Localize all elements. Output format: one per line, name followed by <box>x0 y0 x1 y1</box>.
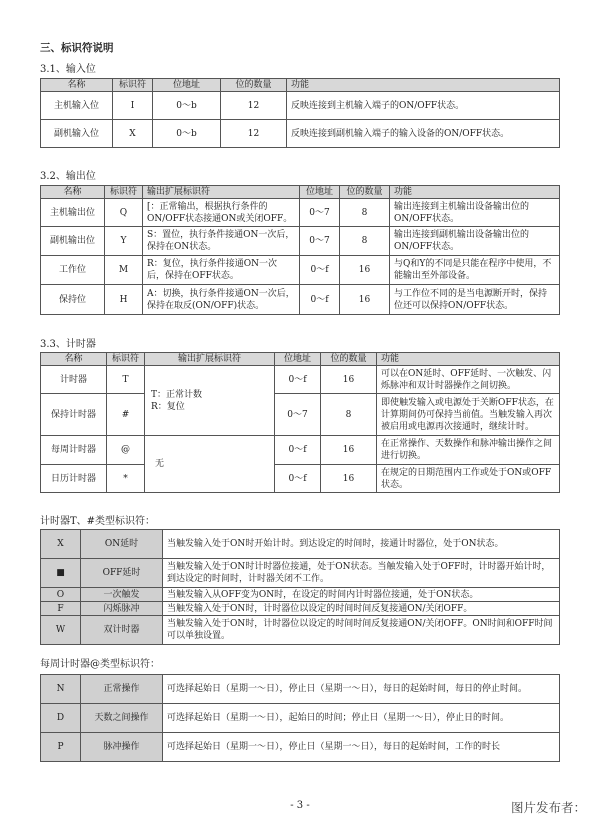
header-cell: 名称 <box>41 186 105 199</box>
table-row <box>41 530 560 559</box>
cell-count: 16 <box>340 285 390 315</box>
table-row <box>41 394 560 436</box>
table-row <box>41 227 560 256</box>
table-row <box>41 602 560 616</box>
cell-count: 8 <box>340 199 390 227</box>
cell-count: 16 <box>340 256 390 285</box>
cell-count: 8 <box>340 227 390 256</box>
cell-func: 与Q和Y的不同是只能在程序中使用，不能输出至外部设备。 <box>390 256 560 285</box>
timer-table <box>40 352 560 493</box>
cell-type-name: 闪烁脉冲 <box>81 602 163 616</box>
cell-name: 日历计时器 <box>41 465 107 493</box>
cell-name: 计时器 <box>41 366 107 394</box>
timer-types-table <box>40 529 560 645</box>
cell-addr: 0～f <box>300 285 340 315</box>
table-row <box>41 465 560 493</box>
cell-id: @ <box>107 436 145 465</box>
cell-count: 12 <box>221 92 287 120</box>
cell-name: 副机输入位 <box>41 120 113 148</box>
cell-type-name: OFF延时 <box>81 559 163 588</box>
cell-ext: R：复位，执行条件接通ON一次后，保持在OFF状态。 <box>143 256 300 285</box>
header-cell: 位的数量 <box>340 186 390 199</box>
cell-func: 在规定的日期范围内工作或处于ON或OFF状态。 <box>377 465 560 493</box>
cell-id: X <box>113 120 153 148</box>
cell-type-name: ON延时 <box>81 530 163 559</box>
ext-line: R：复位 <box>151 401 185 412</box>
output-section-title: 3.2、输出位 <box>40 171 96 182</box>
table-header-row <box>41 353 560 366</box>
cell-ext: 无 <box>145 436 275 493</box>
cell-id: H <box>105 285 143 315</box>
cell-id: I <box>113 92 153 120</box>
cell-name: 工作位 <box>41 256 105 285</box>
table-row <box>41 256 560 285</box>
table-row <box>41 285 560 315</box>
cell-desc: 当触发输入处于ON时，计时器位以设定的时间时间反复接通ON/关闭OFF。ON时间和OFF时间可以单独设置。 <box>163 616 560 645</box>
cell-id: T <box>107 366 145 394</box>
table-row <box>41 588 560 602</box>
cell-func: 与工作位不同的是当电源断开时，保持位还可以保持ON/OFF状态。 <box>390 285 560 315</box>
cell-addr: 0～7 <box>275 394 321 436</box>
cell-addr: 0～f <box>275 436 321 465</box>
cell-key: P <box>41 733 81 762</box>
header-cell: 功能 <box>377 353 560 366</box>
cell-addr: 0～f <box>300 256 340 285</box>
table-header-row <box>41 186 560 199</box>
header-cell: 名称 <box>41 353 107 366</box>
cell-name: 每周计时器 <box>41 436 107 465</box>
cell-addr: 0～b <box>153 92 221 120</box>
header-cell: 功能 <box>390 186 560 199</box>
cell-func: 反映连接到主机输入端子的ON/OFF状态。 <box>287 92 560 120</box>
weekly-types-table <box>40 674 560 762</box>
cell-desc: 可选择起始日（星期一～日），停止日（星期一～日），每日的起始时间，每日的停止时间。 <box>163 675 560 704</box>
table-row <box>41 436 560 465</box>
cell-key: ■ <box>41 559 81 588</box>
cell-name: 主机输出位 <box>41 199 105 227</box>
table-row <box>41 92 560 120</box>
cell-func: 在正常操作、天数操作和脉冲输出操作之间进行切换。 <box>377 436 560 465</box>
timer-types-title: 计时器T、#类型标识符： <box>40 516 156 527</box>
header-cell: 输出扩展标识符 <box>143 186 300 199</box>
cell-func: 可以在ON延时、OFF延时、一次触发、闪烁脉冲和双计时器操作之间切换。 <box>377 366 560 394</box>
input-table <box>40 78 560 148</box>
cell-desc: 可选择起始日（星期一～日），起始日的时间；停止日（星期一～日），停止日的时间。 <box>163 704 560 733</box>
cell-count: 16 <box>321 436 377 465</box>
cell-func: 即使触发输入或电源处于关断OFF状态，在计算期间仍可保持当前值。当触发输入再次被启用或电源再次接通时，继续计时。 <box>377 394 560 436</box>
timer-section-title: 3.3、计时器 <box>40 339 96 350</box>
cell-id: M <box>105 256 143 285</box>
table-row <box>41 704 560 733</box>
cell-id: Q <box>105 199 143 227</box>
table-header-row <box>41 79 560 92</box>
cell-name: 保持位 <box>41 285 105 315</box>
cell-func: 输出连接到主机输出设备输出位的ON/OFF状态。 <box>390 199 560 227</box>
cell-desc: 当触发输入处于ON时计时器位接通，处于ON状态。当触发输入处于OFF时，计时器开始计时，到达设定的时间时，计时器关闭不工作。 <box>163 559 560 588</box>
cell-type-name: 一次触发 <box>81 588 163 602</box>
cell-desc: 当触发输入从OFF变为ON时，在设定的时间内计时器位接通，处于ON状态。 <box>163 588 560 602</box>
cell-desc: 当触发输入处于ON时，计时器位以设定的时间时间反复接通ON/关闭OFF。 <box>163 602 560 616</box>
cell-type-name: 天数之间操作 <box>81 704 163 733</box>
cell-addr: 0～b <box>153 120 221 148</box>
header-cell: 位的数量 <box>221 79 287 92</box>
header-cell: 标识符 <box>113 79 153 92</box>
input-section-title: 3.1、输入位 <box>40 64 96 75</box>
cell-addr: 0～7 <box>300 199 340 227</box>
ext-line: T：正常计数 <box>151 389 203 400</box>
header-cell: 位地址 <box>300 186 340 199</box>
table-row <box>41 675 560 704</box>
table-row <box>41 616 560 645</box>
cell-func: 反映连接到副机输入端子的输入设备的ON/OFF状态。 <box>287 120 560 148</box>
header-cell: 位地址 <box>153 79 221 92</box>
weekly-types-title: 每周计时器@类型标识符： <box>40 659 160 670</box>
cell-desc: 当触发输入处于ON时开始计时。到达设定的时间时，接通计时器位，处于ON状态。 <box>163 530 560 559</box>
table-row <box>41 199 560 227</box>
cell-ext <box>145 366 275 436</box>
cell-addr: 0～f <box>275 465 321 493</box>
header-cell: 输出扩展标识符 <box>145 353 275 366</box>
cell-id: * <box>107 465 145 493</box>
table-row <box>41 733 560 762</box>
cell-name: 保持计时器 <box>41 394 107 436</box>
cell-name: 主机输入位 <box>41 92 113 120</box>
cell-type-name: 脉冲操作 <box>81 733 163 762</box>
cell-count: 16 <box>321 465 377 493</box>
cell-key: O <box>41 588 81 602</box>
cell-key: N <box>41 675 81 704</box>
cell-addr: 0～7 <box>300 227 340 256</box>
cell-ext: [：正常输出，根据执行条件的ON/OFF状态接通ON或关闭OFF。 <box>143 199 300 227</box>
cell-id: # <box>107 394 145 436</box>
cell-key: W <box>41 616 81 645</box>
cell-ext: S：置位，执行条件接通ON一次后，保持在ON状态。 <box>143 227 300 256</box>
cell-key: X <box>41 530 81 559</box>
table-row <box>41 366 560 394</box>
cell-count: 16 <box>321 366 377 394</box>
section-title: 三、标识符说明 <box>40 42 114 54</box>
cell-func: 输出连接到副机输出设备输出位的ON/OFF状态。 <box>390 227 560 256</box>
header-cell: 标识符 <box>105 186 143 199</box>
cell-key: F <box>41 602 81 616</box>
cell-ext: A：切换，执行条件接通ON一次后，保持在取反(ON/OFF)状态。 <box>143 285 300 315</box>
cell-count: 8 <box>321 394 377 436</box>
cell-name: 副机输出位 <box>41 227 105 256</box>
header-cell: 标识符 <box>107 353 145 366</box>
header-cell: 名称 <box>41 79 113 92</box>
cell-addr: 0～f <box>275 366 321 394</box>
cell-desc: 可选择起始日（星期一～日），停止日（星期一～日），每日的起始时间，工作的时长 <box>163 733 560 762</box>
page-number: - 3 - <box>290 800 310 811</box>
header-cell: 功能 <box>287 79 560 92</box>
cell-id: Y <box>105 227 143 256</box>
header-cell: 位地址 <box>275 353 321 366</box>
cell-type-name: 正常操作 <box>81 675 163 704</box>
output-table <box>40 185 560 315</box>
table-row <box>41 559 560 588</box>
watermark: 图片发布者： <box>510 800 586 815</box>
cell-key: D <box>41 704 81 733</box>
header-cell: 位的数量 <box>321 353 377 366</box>
cell-type-name: 双计时器 <box>81 616 163 645</box>
cell-count: 12 <box>221 120 287 148</box>
table-row <box>41 120 560 148</box>
